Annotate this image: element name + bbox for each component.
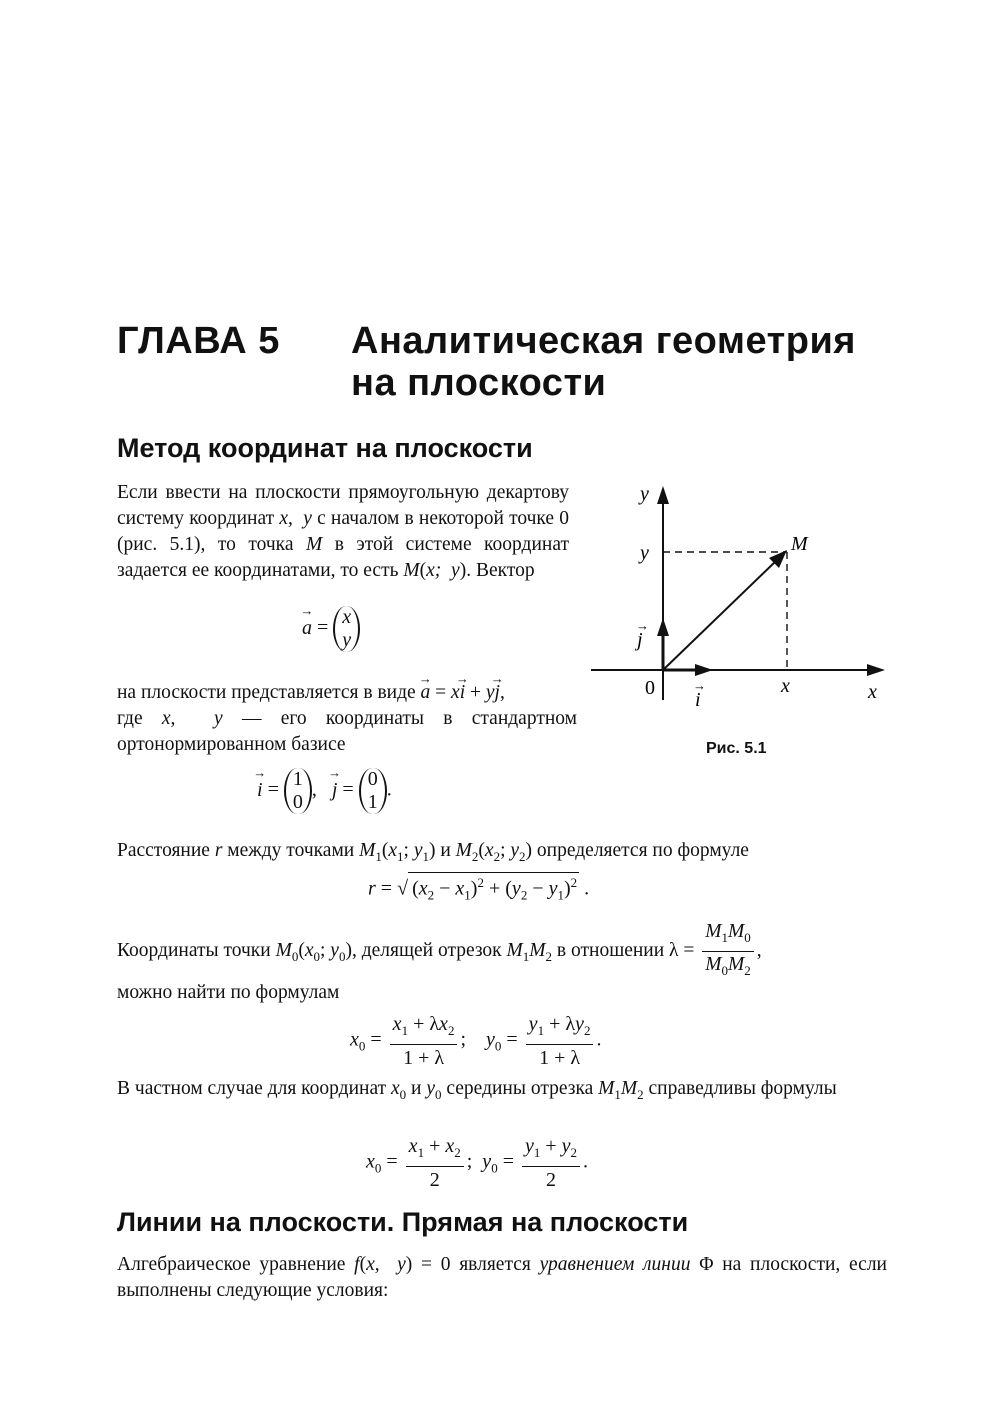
label-point-m: M: [791, 533, 808, 555]
section-heading-coordinates: Метод координат на плоскости: [117, 433, 533, 463]
chapter-title-line2: на плоскости: [351, 362, 607, 404]
label-y-coordinate: y: [640, 542, 649, 564]
section-heading-lines: Линии на плоскости. Прямая на плоскости: [117, 1207, 689, 1237]
formula-basis-vectors: → i = 1 0 , → j = 0 1 .: [257, 768, 392, 814]
unit-vector-i-head: [695, 664, 713, 676]
x-axis-arrow: [867, 664, 885, 676]
paragraph-line-equation: Алгебраическое уравнение f(x, y) = 0 является уравнением линии Φ на плоскости, если выполнены следующие условия:: [117, 1254, 887, 1301]
figure-coordinate-system: [585, 478, 895, 718]
label-y-axis: y: [640, 483, 649, 505]
label-x-coordinate: x: [781, 675, 790, 697]
chapter-title-line1: Аналитическая геометрия: [351, 320, 856, 362]
label-j: j: [637, 629, 643, 651]
formula-vector-a: → a = x y: [302, 606, 360, 652]
paragraph-formulas-intro: можно найти по формулам: [117, 982, 340, 1003]
vector-om: [663, 560, 777, 670]
formula-distance: r = √ $(x_2 - x_1)^2 + (y_2 - y_1)^2$ .: [368, 872, 589, 904]
paragraph-intro: Если ввести на плоскости прямоугольную декартову систему координат x, y с началом в некоторой точке 0 (рис. 5.1), то точка M в этой системе координат задается ее координатами, то есть M(x; y). Вектор: [117, 482, 570, 581]
chapter-number: ГЛАВА 5: [117, 320, 280, 362]
paragraph-midpoint: В частном случае для координат $x_0$ и $y_0$ середины отрезка $M_1M_2$ справедливы формулы: [117, 1078, 837, 1102]
label-i: i: [695, 689, 701, 711]
paragraph-distance: Расстояние r между точками $M_1(x_1$; $y_1$) и $M_2(x_2$; $y_2$) определяется по формуле: [117, 840, 749, 864]
label-x-axis: x: [868, 681, 877, 703]
formula-division-coordinates: $x_0$ = $\frac{x_1 + \lambda x_2}{1 + \lambda}$ ; $y_0$ = $\frac{y_1 + \lambda y_2}{1 + \lambda}$ .: [350, 1013, 602, 1069]
unit-vector-j-head: [657, 618, 669, 636]
label-j-arrow-glyph: →: [636, 618, 649, 633]
formula-midpoint: $x_0$ = $\frac{x_1 + x_2}{2}$ ; $y_0$ = $\frac{y_1 + y_2}{2}$ .: [366, 1135, 589, 1191]
figure-caption: Рис. 5.1: [706, 740, 767, 757]
label-i-arrow-glyph: →: [693, 678, 706, 693]
y-axis-arrow: [657, 486, 669, 504]
paragraph-vector-basis: на плоскости представляется в виде → a = x→ i + y→ j, где x, y — его координаты в стандартном ортонормированном базисе: [117, 680, 577, 758]
label-origin: 0: [645, 677, 655, 699]
paragraph-division-point: Координаты точки $M_0(x_0$; $y_0$), делящей отрезок $M_1M_2$ в отношении λ = $\frac{M_1M_0}{M_0M_2}$ ,: [117, 921, 762, 978]
